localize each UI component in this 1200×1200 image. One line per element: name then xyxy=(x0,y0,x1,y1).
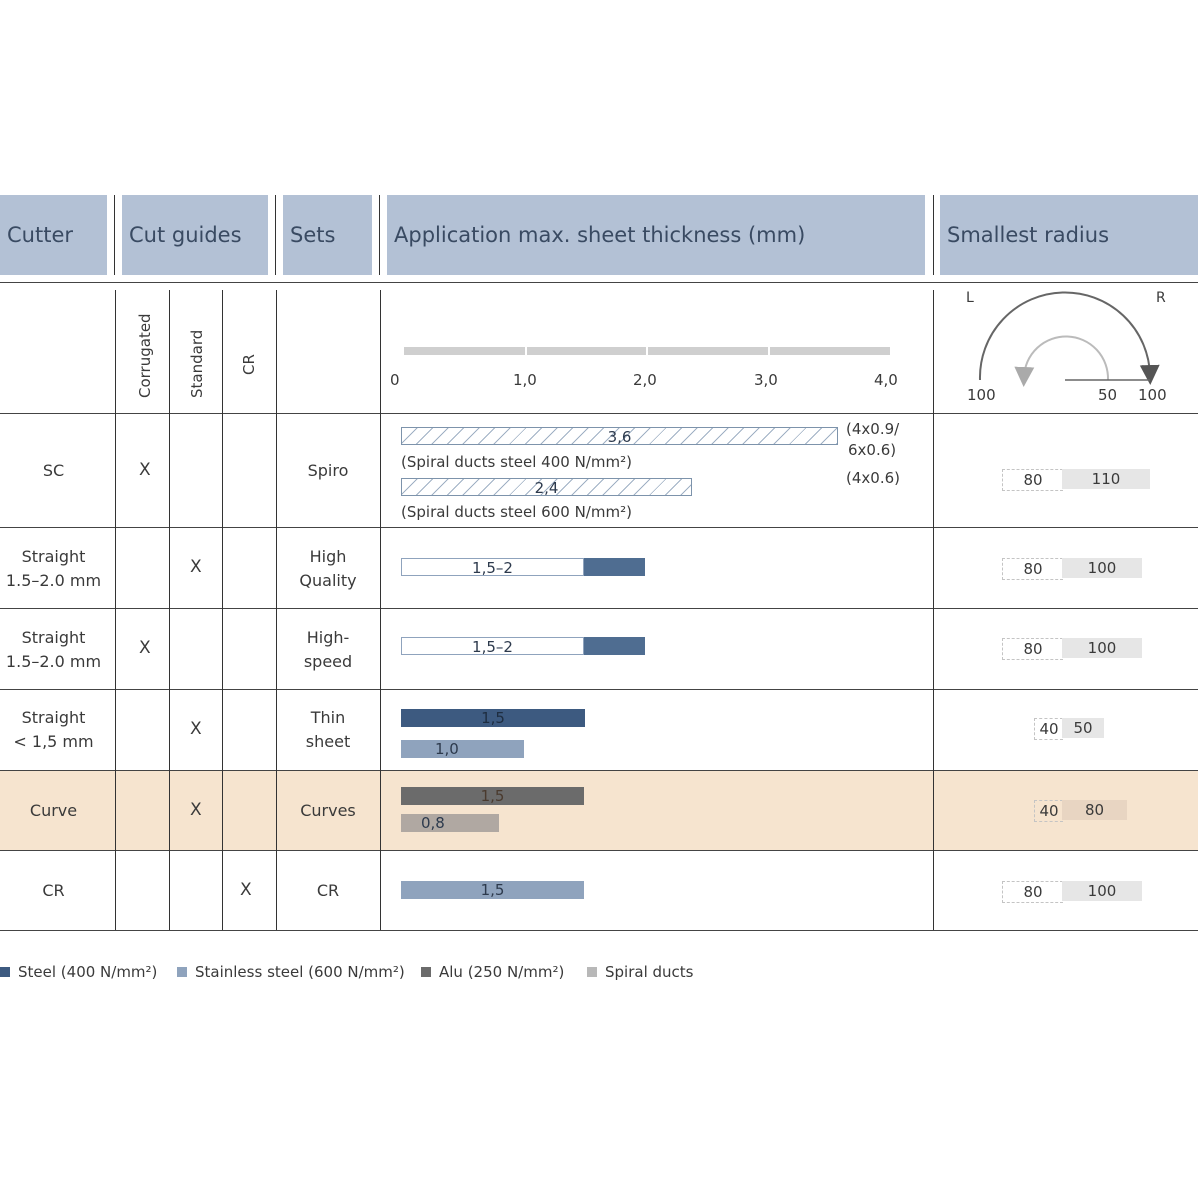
mark-standard: X xyxy=(190,719,202,739)
radius-inner: 80 xyxy=(1002,558,1063,580)
legend-label: Alu (250 N/mm²) xyxy=(439,963,565,981)
radius-outer: 100 xyxy=(1062,638,1142,658)
bar-label: 0,8 xyxy=(421,814,445,832)
legend-spiral-ducts xyxy=(587,963,693,981)
bar-spiral-400 xyxy=(401,427,838,445)
set-cell: Spiro xyxy=(307,461,349,480)
header-radius xyxy=(940,195,1198,275)
bar-label: 2,4 xyxy=(534,479,559,497)
legend-alu xyxy=(421,963,564,981)
cutter-cell: Straight 1.5–2.0 mm xyxy=(5,628,102,671)
radius-outer: 100 xyxy=(1062,881,1142,901)
radius-label-r: R xyxy=(1156,290,1166,306)
header-divider xyxy=(379,195,380,275)
bar-range-fill xyxy=(584,558,645,576)
table-rule xyxy=(0,689,1198,690)
radius-outer: 50 xyxy=(1062,718,1104,738)
column-divider xyxy=(276,290,277,930)
mark-corrugated: X xyxy=(139,638,151,658)
table-rule xyxy=(0,608,1198,609)
bar-range-fill xyxy=(584,637,645,655)
bar-label: 1,5 xyxy=(480,787,505,805)
legend-swatch xyxy=(177,967,187,977)
cutter-cell: SC xyxy=(42,461,65,480)
header-cut-guides xyxy=(122,195,268,275)
bar-label: 1,5–2 xyxy=(472,638,513,656)
bar-label: 1,5 xyxy=(480,881,505,899)
bar-stainless xyxy=(401,740,524,758)
header-sets xyxy=(283,195,372,275)
legend-swatch xyxy=(421,967,431,977)
cutter-cell: CR xyxy=(42,881,65,900)
scale-tick-0: 0 xyxy=(390,371,400,389)
column-divider xyxy=(222,290,223,930)
bar-alu xyxy=(401,787,584,805)
cutter-cell: Straight 1.5–2.0 mm xyxy=(5,547,102,590)
radius-label-l: L xyxy=(966,290,974,306)
radius-outer: 80 xyxy=(1062,800,1127,820)
set-cell: Thin sheet xyxy=(305,708,351,751)
mark-standard: X xyxy=(190,557,202,577)
legend-stainless xyxy=(177,963,405,981)
legend-steel xyxy=(0,963,157,981)
header-sets-label: Sets xyxy=(290,223,336,247)
subheader-cr: CR xyxy=(240,354,258,375)
radius-inner: 40 xyxy=(1034,718,1063,740)
legend-label: Spiral ducts xyxy=(605,963,694,981)
header-divider xyxy=(933,195,934,275)
radius-tick-50: 50 xyxy=(1098,386,1118,404)
mark-cr: X xyxy=(240,880,252,900)
bar-spiral-600 xyxy=(401,478,692,496)
header-divider xyxy=(114,195,115,275)
scale-tick-1: 1,0 xyxy=(513,371,537,389)
bar-range-outline xyxy=(401,558,584,576)
table-rule xyxy=(0,527,1198,528)
scale-tick-2: 2,0 xyxy=(633,371,657,389)
cutter-cell: Curve xyxy=(29,801,78,820)
header-cutter-label: Cutter xyxy=(7,223,73,247)
column-divider xyxy=(380,290,381,930)
set-cell: High Quality xyxy=(299,547,357,590)
bar-note: 6x0.6) xyxy=(848,441,897,459)
bar-note: (4x0.9/ xyxy=(846,420,900,438)
bar-range-outline xyxy=(401,637,584,655)
mark-corrugated: X xyxy=(139,460,151,480)
radius-tick-100-left: 100 xyxy=(967,386,996,404)
bar-caption: (Spiral ducts steel 600 N/mm²) xyxy=(401,503,632,521)
set-cell: High- speed xyxy=(303,628,353,671)
mark-standard: X xyxy=(190,800,202,820)
bar-spiral-ducts xyxy=(401,814,499,832)
bar-label: 1,5 xyxy=(481,709,505,727)
header-radius-label: Smallest radius xyxy=(947,223,1110,247)
set-cell: Curves xyxy=(300,801,356,820)
radius-inner: 80 xyxy=(1002,469,1063,491)
subheader-corrugated: Corrugated xyxy=(136,313,154,398)
legend-label: Steel (400 N/mm²) xyxy=(18,963,158,981)
table-rule xyxy=(0,282,1198,283)
scale-segment xyxy=(404,347,525,355)
radius-outer: 110 xyxy=(1062,469,1150,489)
radius-inner: 80 xyxy=(1002,638,1063,660)
column-divider xyxy=(169,290,170,930)
radius-outer: 100 xyxy=(1062,558,1142,578)
legend-swatch xyxy=(0,967,10,977)
legend-label: Stainless steel (600 N/mm²) xyxy=(195,963,405,981)
bar-note: (4x0.6) xyxy=(846,469,900,487)
set-cell: CR xyxy=(316,881,340,900)
scale-tick-3: 3,0 xyxy=(754,371,778,389)
table-rule xyxy=(0,930,1198,931)
bar-label: 1,0 xyxy=(435,740,459,758)
bar-label: 1,5–2 xyxy=(472,559,513,577)
header-cutter xyxy=(0,195,107,275)
legend-swatch xyxy=(587,967,597,977)
subheader-standard: Standard xyxy=(188,329,206,398)
header-divider xyxy=(275,195,276,275)
radius-tick-100-right: 100 xyxy=(1138,386,1167,404)
bar-label: 3,6 xyxy=(607,428,632,446)
table-rule xyxy=(0,770,1198,771)
scale-segment xyxy=(648,347,768,355)
radius-inner: 40 xyxy=(1034,800,1063,822)
highlight-row-bg xyxy=(0,770,1198,850)
bar-caption: (Spiral ducts steel 400 N/mm²) xyxy=(401,453,632,471)
table-rule xyxy=(0,413,1198,414)
bar-steel xyxy=(401,709,585,727)
scale-segment xyxy=(770,347,890,355)
header-application-label: Application max. sheet thickness (mm) xyxy=(394,223,806,247)
header-application xyxy=(387,195,925,275)
radius-inner: 80 xyxy=(1002,881,1063,903)
scale-segment xyxy=(527,347,646,355)
column-divider xyxy=(933,290,934,930)
scale-tick-4: 4,0 xyxy=(874,371,898,389)
inner-arc xyxy=(1024,336,1108,380)
cutter-cell: Straight < 1,5 mm xyxy=(13,708,94,751)
header-cut-guides-label: Cut guides xyxy=(129,223,242,247)
table-rule xyxy=(0,850,1198,851)
column-divider xyxy=(115,290,116,930)
bar-stainless xyxy=(401,881,584,899)
